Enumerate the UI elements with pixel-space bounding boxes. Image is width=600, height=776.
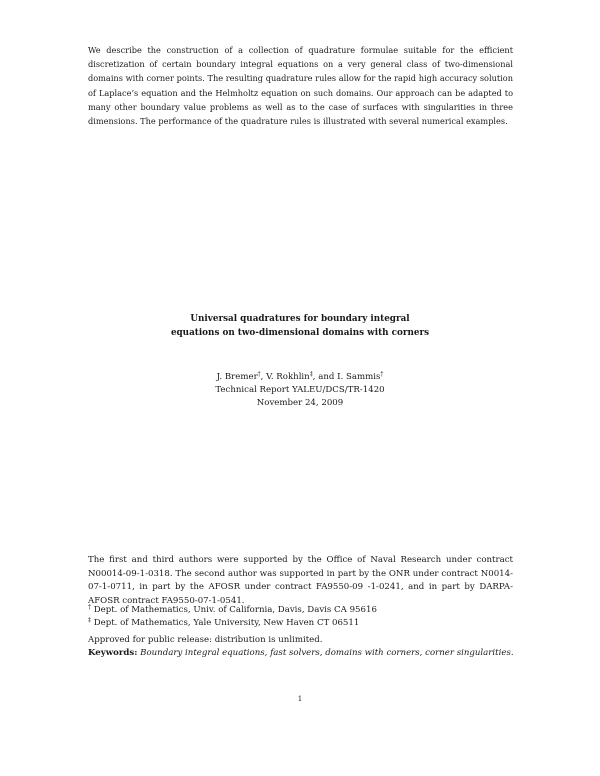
keywords-line: [88, 647, 518, 660]
affiliation-text: Dept. of Mathematics, Univ. of California, Davis, Davis CA 95616: [93, 605, 377, 615]
affiliations: [88, 604, 513, 631]
keywords-label: Keywords:: [88, 648, 138, 659]
author-rokhlin: , V. Rokhlin: [260, 372, 310, 382]
author-bremer: J. Bremer: [216, 372, 258, 382]
dagger-mark: †: [380, 371, 384, 378]
author-line: [150, 371, 450, 384]
keywords-text: Boundary integral equations, fast solvers, domains with corners, corner singularities.: [140, 648, 514, 659]
title-line-1: Universal quadratures for boundary integral: [190, 314, 410, 324]
affiliation-text: Dept. of Mathematics, Yale University, New Haven CT 06511: [93, 618, 360, 629]
funding-note: The first and third authors were supported by the Office of Naval Research under contract N00014-09-1-0318. The second author was supported in part by the ONR under contract N0014-07-1-0711, in part by the AFOSR under contract FA9550-09 -1-0241, and in part by DARPA-AFOSR contract FA9550-07-1-0541.: [88, 555, 513, 606]
page-number: 1: [297, 695, 303, 703]
release-block: [88, 634, 518, 661]
report-number: Technical Report YALEU/DCS/TR-1420: [215, 385, 385, 396]
author-block: [150, 371, 450, 411]
abstract: We describe the construction of a collection of quadrature formulae suitable for the efficient discretization of certain boundary integral equations on a very general class of two-dimensional domains with corner points. The resulting quadrature rules allow for the rapid high accuracy solution of Laplace’s equation and the Helmholtz equation on such domains. Our approach can be adapted to many other boundary value problems as well as to the case of surfaces with singularities in three dimensions. The performance of the quadrature rules is illustrated with several numerical examples.: [88, 45, 513, 127]
paper-title: [100, 312, 500, 340]
report-date: November 24, 2009: [256, 398, 344, 409]
affiliation-yale: [88, 617, 513, 630]
title-line-2: equations on two-dimensional domains with corners: [170, 328, 430, 338]
affiliation-davis: [88, 604, 513, 617]
author-sammis: , and I. Sammis: [312, 372, 381, 382]
double-dagger-mark: ‡: [88, 617, 91, 625]
double-dagger-mark: ‡: [309, 371, 313, 378]
release-statement: Approved for public release: distribution is unlimited.: [88, 635, 323, 645]
dagger-mark: †: [88, 604, 91, 611]
dagger-mark: †: [257, 371, 261, 378]
